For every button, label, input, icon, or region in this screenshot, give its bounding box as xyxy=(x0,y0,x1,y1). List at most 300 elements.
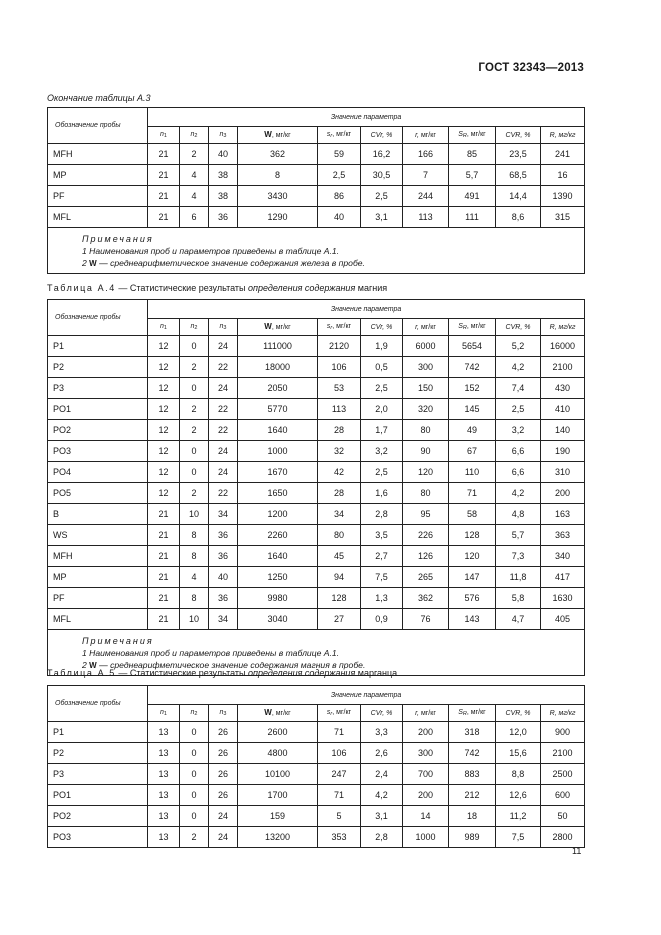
cell-r: 7 xyxy=(403,165,449,186)
cell-cvr: 7,5 xyxy=(361,567,403,588)
cell-w: 18000 xyxy=(238,357,318,378)
cell-n2: 2 xyxy=(180,420,209,441)
cell-cvr: 3,5 xyxy=(361,525,403,546)
cell-n1: 13 xyxy=(148,785,180,806)
column-header-parameter-value: Значение параметра xyxy=(148,108,585,127)
cell-n3: 24 xyxy=(209,378,238,399)
cell-cvr: 4,2 xyxy=(496,483,541,504)
sample-name-cell: PO4 xyxy=(48,462,148,483)
cell-sr: 71 xyxy=(318,722,361,743)
cell-cvr: 0,5 xyxy=(361,357,403,378)
sample-name-cell: MFL xyxy=(48,609,148,630)
notes-title: Примечания xyxy=(82,636,154,646)
cell-r: 126 xyxy=(403,546,449,567)
subheader-R: R, мг/кг xyxy=(541,127,585,144)
subheader-CVR: CVR, % xyxy=(496,705,541,722)
cell-sr: 59 xyxy=(318,144,361,165)
cell-sr: 742 xyxy=(449,357,496,378)
subheader-n1: $n_1$ xyxy=(148,319,180,336)
cell-r: 163 xyxy=(541,504,585,525)
cell-n1: 13 xyxy=(148,806,180,827)
table-a4-body xyxy=(48,336,585,630)
table-row xyxy=(48,441,585,462)
cell-w: 2050 xyxy=(238,378,318,399)
cell-cvr: 4,8 xyxy=(496,504,541,525)
subheader-CVR: CVR, % xyxy=(496,319,541,336)
cell-cvr: 3,2 xyxy=(496,420,541,441)
cell-w: 2260 xyxy=(238,525,318,546)
cell-cvr: 5,2 xyxy=(496,336,541,357)
subheader-R: R, мг/кг xyxy=(541,705,585,722)
cell-r: 405 xyxy=(541,609,585,630)
subheader-n1: $n_1$ xyxy=(148,127,180,144)
sample-name-cell: P1 xyxy=(48,722,148,743)
cell-cvr: 2,5 xyxy=(361,186,403,207)
notes-title: Примечания xyxy=(82,234,154,244)
cell-cvr: 4,2 xyxy=(496,357,541,378)
sample-name-cell: PO5 xyxy=(48,483,148,504)
cell-r: 200 xyxy=(541,483,585,504)
cell-r: 90 xyxy=(403,441,449,462)
cell-r: 14 xyxy=(403,806,449,827)
table-row xyxy=(48,186,585,207)
cell-cvr: 12,6 xyxy=(496,785,541,806)
cell-r: 1390 xyxy=(541,186,585,207)
table-row xyxy=(48,378,585,399)
cell-sr: 2,5 xyxy=(318,165,361,186)
sample-name-cell: PO1 xyxy=(48,399,148,420)
cell-cvr: 2,5 xyxy=(361,462,403,483)
cell-sr: 883 xyxy=(449,764,496,785)
sample-name-cell: MFL xyxy=(48,207,148,228)
note-2: 2 W — среднеарифметическое значение содержания магния в пробе. xyxy=(82,660,366,670)
cell-n1: 21 xyxy=(148,186,180,207)
subheader-n2: $n_2$ xyxy=(180,127,209,144)
cell-r: 166 xyxy=(403,144,449,165)
cell-sr: 128 xyxy=(318,588,361,609)
table-a3-caption xyxy=(47,93,150,103)
cell-r: 241 xyxy=(541,144,585,165)
cell-n1: 21 xyxy=(148,144,180,165)
cell-cvr: 12,0 xyxy=(496,722,541,743)
cell-cvr: 6,6 xyxy=(496,462,541,483)
sample-name-cell: B xyxy=(48,504,148,525)
table-a3-caption-text: Окончание таблицы А.3 xyxy=(47,93,151,103)
w-symbol-icon: W xyxy=(264,322,272,331)
cell-r: 2100 xyxy=(541,743,585,764)
subheader-cvr: CVr, % xyxy=(361,127,403,144)
table-row xyxy=(48,483,585,504)
cell-n2: 2 xyxy=(180,483,209,504)
cell-n2: 0 xyxy=(180,785,209,806)
cell-sr: 491 xyxy=(449,186,496,207)
cell-cvr: 5,8 xyxy=(496,588,541,609)
sample-name-cell: MFH xyxy=(48,546,148,567)
cell-cvr: 4,7 xyxy=(496,609,541,630)
table-row xyxy=(48,525,585,546)
cell-cvr: 30,5 xyxy=(361,165,403,186)
w-symbol-icon: W xyxy=(264,130,272,139)
cell-n1: 21 xyxy=(148,504,180,525)
cell-n3: 40 xyxy=(209,567,238,588)
cell-sr: 58 xyxy=(449,504,496,525)
cell-cvr: 7,4 xyxy=(496,378,541,399)
subheader-CVR: CVR, % xyxy=(496,127,541,144)
cell-cvr: 8,8 xyxy=(496,764,541,785)
cell-cvr: 14,4 xyxy=(496,186,541,207)
subheader-sr: $s_r$, мг/кг xyxy=(318,319,361,336)
cell-r: 190 xyxy=(541,441,585,462)
subheader-r: r, мг/кг xyxy=(403,127,449,144)
subheader-w: W, мг/кг xyxy=(238,319,318,336)
cell-n1: 12 xyxy=(148,357,180,378)
cell-sr: 5 xyxy=(318,806,361,827)
cell-w: 1670 xyxy=(238,462,318,483)
cell-n1: 12 xyxy=(148,462,180,483)
table-a3 xyxy=(47,107,585,274)
cell-n1: 12 xyxy=(148,441,180,462)
cell-sr: 2120 xyxy=(318,336,361,357)
sample-name-cell: MP xyxy=(48,165,148,186)
subheader-r: r, мг/кг xyxy=(403,319,449,336)
cell-cvr: 5,7 xyxy=(496,525,541,546)
w-symbol-icon: W xyxy=(89,661,97,670)
cell-sr: 152 xyxy=(449,378,496,399)
note-1: 1 Наименования проб и параметров приведены в таблице А.1. xyxy=(82,648,340,658)
cell-cvr: 2,0 xyxy=(361,399,403,420)
table-row xyxy=(48,546,585,567)
sample-name-cell: WS xyxy=(48,525,148,546)
sample-name-cell: P3 xyxy=(48,764,148,785)
cell-sr: 34 xyxy=(318,504,361,525)
table-a4-caption: Таблица А.4 — Статистические результаты определения содержания магния xyxy=(47,283,388,293)
cell-r: 120 xyxy=(403,462,449,483)
sample-name-cell: P2 xyxy=(48,743,148,764)
cell-n1: 12 xyxy=(148,336,180,357)
note-2: 2 W — среднеарифметическое значение содержания железа в пробе. xyxy=(82,258,365,268)
cell-cvr: 15,6 xyxy=(496,743,541,764)
table-row xyxy=(48,336,585,357)
cell-sr: 28 xyxy=(318,483,361,504)
cell-n3: 34 xyxy=(209,609,238,630)
cell-cvr: 3,1 xyxy=(361,207,403,228)
cell-r: 6000 xyxy=(403,336,449,357)
cell-n2: 4 xyxy=(180,165,209,186)
subheader-n3: $n_3$ xyxy=(209,705,238,722)
cell-w: 1250 xyxy=(238,567,318,588)
cell-sr: 742 xyxy=(449,743,496,764)
cell-n1: 21 xyxy=(148,567,180,588)
sample-name-cell: PO3 xyxy=(48,827,148,848)
cell-r: 310 xyxy=(541,462,585,483)
subheader-R: R, мг/кг xyxy=(541,319,585,336)
cell-w: 4800 xyxy=(238,743,318,764)
table-row xyxy=(48,806,585,827)
table-row xyxy=(48,609,585,630)
cell-n1: 12 xyxy=(148,483,180,504)
cell-w: 9980 xyxy=(238,588,318,609)
cell-n3: 22 xyxy=(209,420,238,441)
cell-r: 417 xyxy=(541,567,585,588)
cell-r: 80 xyxy=(403,483,449,504)
cell-r: 200 xyxy=(403,785,449,806)
cell-sr: 576 xyxy=(449,588,496,609)
cell-sr: 94 xyxy=(318,567,361,588)
table-a5-body xyxy=(48,722,585,848)
cell-cvr: 1,6 xyxy=(361,483,403,504)
cell-n3: 22 xyxy=(209,399,238,420)
cell-cvr: 3,1 xyxy=(361,806,403,827)
cell-n1: 12 xyxy=(148,378,180,399)
cell-n1: 21 xyxy=(148,165,180,186)
cell-sr: 85 xyxy=(449,144,496,165)
cell-cvr: 2,8 xyxy=(361,504,403,525)
cell-n2: 8 xyxy=(180,525,209,546)
page-number: 11 xyxy=(572,846,582,856)
table-row xyxy=(48,399,585,420)
subheader-SR: $S_R$, мг/кг xyxy=(449,705,496,722)
cell-w: 1000 xyxy=(238,441,318,462)
table-row xyxy=(48,144,585,165)
cell-sr: 989 xyxy=(449,827,496,848)
subheader-sr: $s_r$, мг/кг xyxy=(318,705,361,722)
subheader-SR: $S_R$, мг/кг xyxy=(449,127,496,144)
cell-n1: 21 xyxy=(148,207,180,228)
cell-w: 1640 xyxy=(238,546,318,567)
cell-n3: 40 xyxy=(209,144,238,165)
cell-cvr: 1,3 xyxy=(361,588,403,609)
cell-r: 76 xyxy=(403,609,449,630)
cell-r: 430 xyxy=(541,378,585,399)
sample-name-cell: MFH xyxy=(48,144,148,165)
cell-cvr: 16,2 xyxy=(361,144,403,165)
cell-w: 1700 xyxy=(238,785,318,806)
cell-cvr: 3,2 xyxy=(361,441,403,462)
cell-w: 111000 xyxy=(238,336,318,357)
cell-r: 2800 xyxy=(541,827,585,848)
cell-r: 2500 xyxy=(541,764,585,785)
cell-sr: 67 xyxy=(449,441,496,462)
column-header-parameter-value: Значение параметра xyxy=(148,686,585,705)
sample-name-cell: P2 xyxy=(48,357,148,378)
cell-r: 300 xyxy=(403,357,449,378)
w-symbol-icon: W xyxy=(264,708,272,717)
cell-n1: 13 xyxy=(148,827,180,848)
cell-r: 244 xyxy=(403,186,449,207)
cell-w: 1650 xyxy=(238,483,318,504)
cell-n2: 4 xyxy=(180,186,209,207)
subheader-n1: $n_1$ xyxy=(148,705,180,722)
sample-name-cell: P3 xyxy=(48,378,148,399)
table-row xyxy=(48,165,585,186)
sample-name-cell: PF xyxy=(48,186,148,207)
cell-r: 265 xyxy=(403,567,449,588)
cell-sr: 111 xyxy=(449,207,496,228)
cell-n2: 2 xyxy=(180,827,209,848)
cell-n2: 0 xyxy=(180,806,209,827)
sample-name-cell: PO2 xyxy=(48,420,148,441)
cell-sr: 318 xyxy=(449,722,496,743)
cell-cvr: 2,6 xyxy=(361,743,403,764)
cell-r: 50 xyxy=(541,806,585,827)
subheader-SR: $S_R$, мг/кг xyxy=(449,319,496,336)
cell-n3: 26 xyxy=(209,764,238,785)
cell-w: 2600 xyxy=(238,722,318,743)
cell-w: 3430 xyxy=(238,186,318,207)
cell-cvr: 7,5 xyxy=(496,827,541,848)
cell-n2: 6 xyxy=(180,207,209,228)
cell-sr: 71 xyxy=(318,785,361,806)
cell-r: 16 xyxy=(541,165,585,186)
subheader-n3: $n_3$ xyxy=(209,319,238,336)
cell-r: 95 xyxy=(403,504,449,525)
cell-n3: 24 xyxy=(209,827,238,848)
cell-sr: 353 xyxy=(318,827,361,848)
cell-n2: 10 xyxy=(180,609,209,630)
cell-r: 320 xyxy=(403,399,449,420)
cell-cvr: 4,2 xyxy=(361,785,403,806)
cell-n3: 22 xyxy=(209,483,238,504)
cell-n2: 0 xyxy=(180,336,209,357)
table-row xyxy=(48,722,585,743)
cell-cvr: 2,5 xyxy=(361,378,403,399)
cell-w: 1290 xyxy=(238,207,318,228)
table-a4 xyxy=(47,299,585,676)
sample-name-cell: PO2 xyxy=(48,806,148,827)
table-a3-body xyxy=(48,144,585,228)
cell-sr: 18 xyxy=(449,806,496,827)
cell-n2: 0 xyxy=(180,764,209,785)
cell-cvr: 2,8 xyxy=(361,827,403,848)
cell-n3: 34 xyxy=(209,504,238,525)
cell-n3: 24 xyxy=(209,462,238,483)
cell-r: 363 xyxy=(541,525,585,546)
cell-w: 159 xyxy=(238,806,318,827)
cell-sr: 27 xyxy=(318,609,361,630)
note-1: 1 Наименования проб и параметров приведены в таблице А.1. xyxy=(82,246,340,256)
cell-sr: 5,7 xyxy=(449,165,496,186)
cell-n2: 0 xyxy=(180,743,209,764)
cell-r: 362 xyxy=(403,588,449,609)
cell-sr: 113 xyxy=(318,399,361,420)
cell-r: 700 xyxy=(403,764,449,785)
cell-cvr: 2,5 xyxy=(496,399,541,420)
w-symbol-icon: W xyxy=(89,259,97,268)
cell-n1: 13 xyxy=(148,743,180,764)
cell-sr: 32 xyxy=(318,441,361,462)
sample-name-cell: MP xyxy=(48,567,148,588)
cell-n3: 36 xyxy=(209,207,238,228)
cell-sr: 40 xyxy=(318,207,361,228)
cell-sr: 49 xyxy=(449,420,496,441)
table-a5 xyxy=(47,685,585,848)
cell-w: 3040 xyxy=(238,609,318,630)
cell-r: 315 xyxy=(541,207,585,228)
table-row xyxy=(48,567,585,588)
cell-n1: 13 xyxy=(148,764,180,785)
cell-sr: 247 xyxy=(318,764,361,785)
cell-cvr: 2,7 xyxy=(361,546,403,567)
cell-r: 600 xyxy=(541,785,585,806)
cell-n3: 26 xyxy=(209,722,238,743)
cell-n2: 2 xyxy=(180,357,209,378)
cell-sr: 86 xyxy=(318,186,361,207)
column-header-sample: Обозначение пробы xyxy=(48,300,148,336)
column-header-parameter-value: Значение параметра xyxy=(148,300,585,319)
subheader-n2: $n_2$ xyxy=(180,705,209,722)
sample-name-cell: P1 xyxy=(48,336,148,357)
cell-cvr: 0,9 xyxy=(361,609,403,630)
cell-n1: 21 xyxy=(148,546,180,567)
document-header: ГОСТ 32343—2013 xyxy=(478,62,584,74)
cell-w: 1200 xyxy=(238,504,318,525)
cell-r: 300 xyxy=(403,743,449,764)
cell-w: 13200 xyxy=(238,827,318,848)
cell-sr: 110 xyxy=(449,462,496,483)
cell-n2: 0 xyxy=(180,441,209,462)
cell-n3: 36 xyxy=(209,588,238,609)
cell-n2: 0 xyxy=(180,378,209,399)
cell-cvr: 8,6 xyxy=(496,207,541,228)
cell-r: 113 xyxy=(403,207,449,228)
sample-name-cell: PO3 xyxy=(48,441,148,462)
table-row xyxy=(48,420,585,441)
cell-cvr: 1,7 xyxy=(361,420,403,441)
table-row xyxy=(48,743,585,764)
cell-cvr: 6,6 xyxy=(496,441,541,462)
subheader-w: W, мг/кг xyxy=(238,705,318,722)
subheader-n2: $n_2$ xyxy=(180,319,209,336)
table-a5-caption: Таблица А.5 — Статистические результаты определения содержания марганца xyxy=(47,668,398,678)
cell-n3: 38 xyxy=(209,186,238,207)
cell-r: 1000 xyxy=(403,827,449,848)
cell-r: 140 xyxy=(541,420,585,441)
subheader-cvr: CVr, % xyxy=(361,705,403,722)
cell-n3: 24 xyxy=(209,336,238,357)
cell-sr: 145 xyxy=(449,399,496,420)
subheader-w: W, мг/кг xyxy=(238,127,318,144)
cell-r: 2100 xyxy=(541,357,585,378)
cell-n3: 24 xyxy=(209,806,238,827)
cell-sr: 106 xyxy=(318,743,361,764)
cell-w: 1640 xyxy=(238,420,318,441)
cell-n3: 26 xyxy=(209,785,238,806)
table-row xyxy=(48,588,585,609)
cell-r: 410 xyxy=(541,399,585,420)
cell-cvr: 1,9 xyxy=(361,336,403,357)
cell-sr: 80 xyxy=(318,525,361,546)
cell-sr: 45 xyxy=(318,546,361,567)
cell-n2: 2 xyxy=(180,399,209,420)
cell-cvr: 68,5 xyxy=(496,165,541,186)
table-row xyxy=(48,785,585,806)
cell-sr: 120 xyxy=(449,546,496,567)
column-header-sample: Обозначение пробы xyxy=(48,686,148,722)
table-row xyxy=(48,207,585,228)
cell-n2: 8 xyxy=(180,588,209,609)
cell-cvr: 3,3 xyxy=(361,722,403,743)
cell-n1: 21 xyxy=(148,588,180,609)
cell-n2: 0 xyxy=(180,462,209,483)
cell-n3: 24 xyxy=(209,441,238,462)
cell-cvr: 11,8 xyxy=(496,567,541,588)
cell-n2: 2 xyxy=(180,144,209,165)
cell-cvr: 23,5 xyxy=(496,144,541,165)
cell-sr: 28 xyxy=(318,420,361,441)
table-row xyxy=(48,827,585,848)
cell-n3: 38 xyxy=(209,165,238,186)
subheader-n3: $n_3$ xyxy=(209,127,238,144)
